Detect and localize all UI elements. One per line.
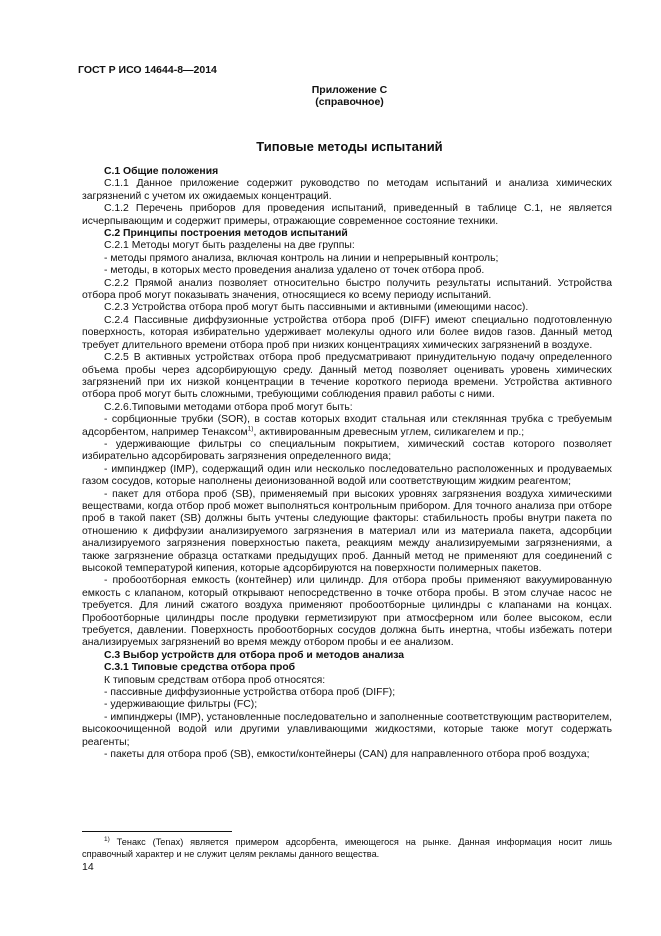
section-title: Типовые методы испытаний	[256, 139, 443, 154]
list-item: - пакет для отбора проб (SB), применяемый при высоких уровнях загрязнения воздуха химическими веществами, когда отбор проб может выполняться контрольным прибором. Для точного анализа при отборе проб в такой пакет (SB) должны быть учтены следующие факторы: стабильность пробы внутри пакета по отношению к диффузии анализируемого загрязнения в материал или из материала пакета, адсорбции анализируемого загрязнения поверхностью пакета, реакциям между анализируемыми загрязнениями, а также загрязнение образца остатками предыдущих проб. Данный метод не применяют для соединений с высокой температурой кипения, которые адсорбируются на поверхности полимерных пакетов.	[82, 488, 612, 574]
page-number: 14	[82, 861, 94, 873]
heading-c1: С.1 Общие положения	[104, 166, 219, 177]
paragraph: С.1.1 Данное приложение содержит руководство по методам испытаний и анализа химических загрязнений с учетом их ожидаемых концентраций.	[82, 178, 612, 202]
footnote-marker: 1)	[104, 835, 110, 843]
paragraph: С.2.1 Методы могут быть разделены на две группы:	[104, 240, 355, 252]
list-item: - импинджеры (IMP), установленные последовательно и заполненные соответствующим растворителем, высокоочищенной водой или другими улавливающими жидкостями, которые также могут содержать реагенты;	[82, 711, 612, 748]
footnote	[82, 837, 612, 860]
annex-title: Приложение С	[311, 84, 388, 96]
heading-c2: С.2 Принципы построения методов испытаний	[104, 228, 348, 240]
document-header: ГОСТ Р ИСО 14644-8—2014	[78, 64, 217, 76]
heading-c3: С.3 Выбор устройств для отбора проб и методов анализа	[104, 649, 405, 661]
paragraph: С.1.2 Перечень приборов для проведения испытаний, приведенный в таблице С.1, не является исчерпывающим и содержит примеры, отражающие современное состояние техники.	[82, 203, 612, 227]
paragraph: С.2.2 Прямой анализ позволяет относительно быстро получить результаты испытаний. Устройства отбора проб могут показывать значения, относящиеся ко всему периоду испытаний.	[82, 277, 612, 302]
list-item	[82, 414, 612, 439]
list-item: - пробоотборная емкость (контейнер) или цилиндр. Для отбора пробы применяют вакуумированную емкость с клапаном, который открывают непосредственно в точке отбора пробы. В этом случае насос не требуется. Для линий сжатого воздуха применяют пробоотборные цилиндры с клапанами на концах. Пробоотборные цилиндры после продувки герметизируют при атмосферном или более высоком, если требуется, давлении. Поверхность пробоотборных сосудов должна быть инертна, чтобы избежать потери анализируемых загрязнений во время между отбором пробы и ее анализом.	[82, 575, 612, 649]
annex-heading	[0, 84, 661, 109]
footnote-text: Тенакс (Tenax) является примером адсорбента, имеющегося на рынке. Данная информация носит лишь справочный характер и не служит целям рекламы данного вещества.	[82, 837, 612, 859]
list-item: - импинджер (IMP), содержащий один или несколько последовательно расположенных и продуваемых газом сосудов, которые наполнены деионизованной водой или соответствующим жидким реагентом;	[82, 463, 612, 488]
list-item: - удерживающие фильтры со специальным покрытием, химический состав которого позволяет избирательно адсорбировать загрязнения определенного вида;	[82, 438, 612, 463]
paragraph: С.2.5 В активных устройствах отбора проб предусматривают принудительную подачу определенного объема пробы через адсорбирующую среду. Данный метод позволяет оценивать уровень химических загрязнений при их низкой концентрации в течение короткого периода времени. Устройства активного отбора проб могут быть сложными, требующими соблюдения правил работы с ними.	[82, 352, 612, 401]
paragraph: К типовым средствам отбора проб относятся:	[104, 674, 326, 686]
text-run: - сорбционные трубки (SOR), в состав которых входит стальная или стеклянная трубка с требуемым адсорбентом, например Тенаксом	[82, 414, 612, 438]
paragraph: С.2.4 Пассивные диффузионные устройства отбора проб (DIFF) имеют специально подготовленную поверхность, которая избирательно удерживает молекулы одного или более видов газов. Данный метод требует длительного времени отбора проб при низких концентрациях химических загрязнений в воздухе.	[82, 314, 612, 351]
heading-c31: С.3.1 Типовые средства отбора проб	[104, 662, 296, 674]
list-item: - методы прямого анализа, включая контроль на линии и непрерывный контроль;	[104, 252, 499, 264]
text-run: , активированным древесным углем, силикагелем и пр.;	[253, 426, 525, 438]
list-item: - пассивные диффузионные устройства отбора проб (DIFF);	[104, 687, 396, 699]
list-item: - удерживающие фильтры (FC);	[104, 699, 258, 711]
list-item: - методы, в которых место проведения анализа удалено от точек отбора проб.	[104, 265, 485, 277]
footnote-ref: 1)	[247, 425, 254, 433]
paragraph: С.2.6.Типовыми методами отбора проб могут быть:	[104, 401, 353, 413]
footnote-divider	[82, 831, 232, 832]
paragraph: С.2.3 Устройства отбора проб могут быть пассивными и активными (имеющими насос).	[104, 302, 529, 314]
document-body	[82, 166, 612, 762]
list-item: - пакеты для отбора проб (SB), емкости/контейнеры (CAN) для направленного отбора проб воздуха;	[104, 749, 590, 761]
annex-subtitle: (справочное)	[315, 96, 384, 109]
